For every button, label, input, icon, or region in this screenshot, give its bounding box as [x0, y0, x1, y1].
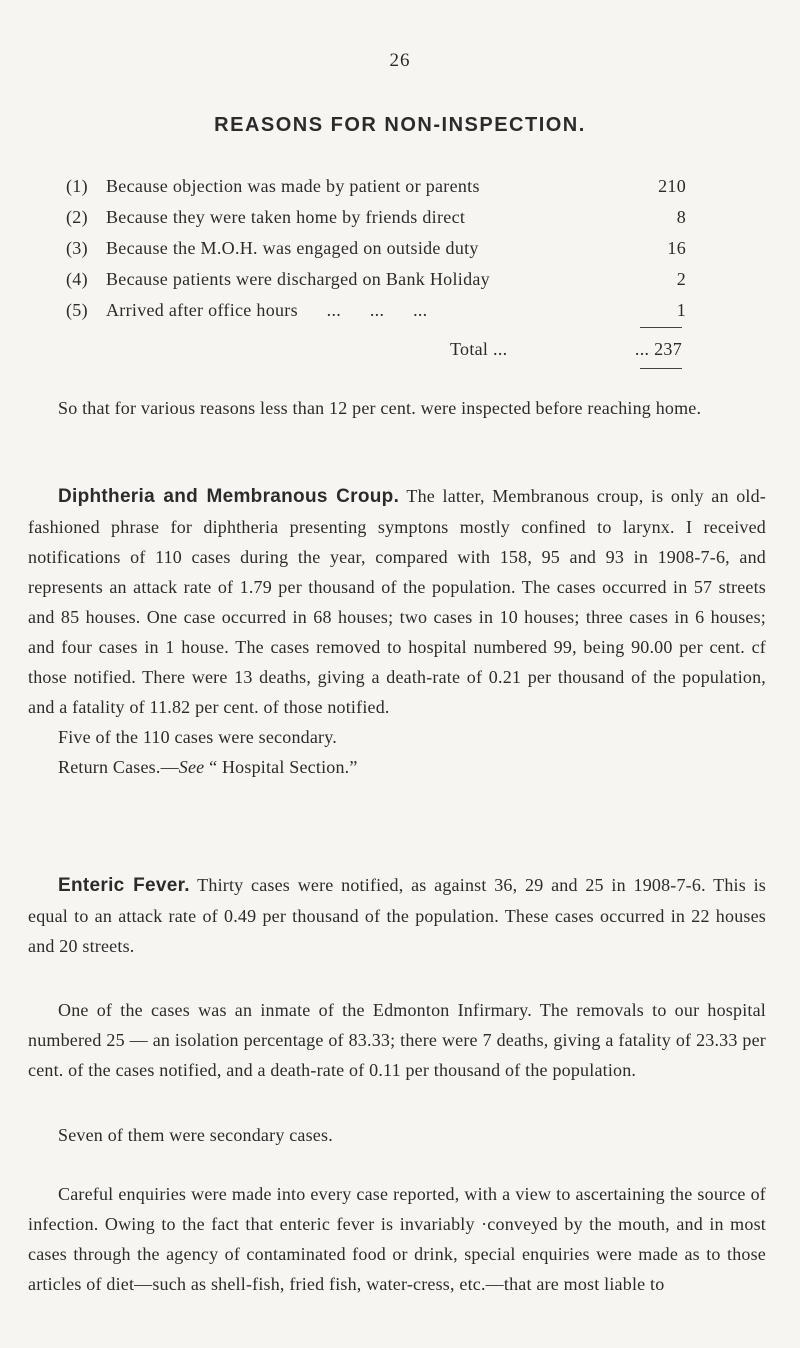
enteric-paragraph: [28, 870, 766, 961]
return-cases-label: Return Cases.—: [58, 757, 179, 777]
reason-item: [66, 264, 686, 295]
enteric-removals-paragraph: One of the cases was an inmate of the Edmonton Infirmary. The removals to our hospital numbered 25 — an isolation percentage of 83.33; there were 7 deaths, giving a fatality of 23.33 per cent. of the cases notified, and a death-rate of 0.11 per thousand of the population.: [28, 1000, 766, 1080]
enteric-secondary: [28, 1120, 766, 1150]
reason-count: 16: [667, 238, 686, 258]
reason-text: Arrived after office hours ... ... ...: [106, 300, 428, 320]
diphtheria-section: [28, 481, 766, 782]
total-row: [450, 339, 682, 360]
reason-item: [66, 202, 686, 233]
enteric-secondary-paragraph: Seven of them were secondary cases.: [58, 1125, 333, 1145]
reason-number: (2): [66, 207, 88, 227]
reasons-list: [66, 171, 686, 326]
total-label: Total ...: [450, 339, 508, 359]
reason-number: (5): [66, 300, 88, 320]
total-rule-top: [640, 327, 682, 328]
summary-block: [28, 393, 766, 423]
enteric-removals: [28, 995, 766, 1085]
diphtheria-paragraph: [28, 481, 766, 722]
reason-text: Because patients were discharged on Bank Holiday: [106, 269, 490, 289]
see-reference: See: [178, 757, 205, 777]
reason-number: (3): [66, 238, 88, 258]
enteric-enquiries: [28, 1179, 766, 1299]
reason-count: 8: [676, 207, 686, 227]
reason-number: (4): [66, 269, 88, 289]
summary-paragraph: So that for various reasons less than 12 per cent. were inspected before reaching home.: [58, 398, 702, 418]
total-rule-bottom: [640, 368, 682, 369]
enteric-enquiries-paragraph: Careful enquiries were made into every case reported, with a view to ascertaining the source of infection. Owing to the fact that enteric fever is invariably ·conveyed by the mouth, and in most cases through the agency of contaminated food or drink, special enquiries were made as to those articles of diet—such as shell-fish, fried fish, water-cress, etc.—that are most liable to: [28, 1184, 766, 1294]
diphtheria-secondary: Five of the 110 cases were secondary.: [58, 727, 337, 747]
reason-count: 2: [676, 269, 686, 289]
diphtheria-heading: Diphtheria and Membranous Croup.: [58, 486, 400, 507]
reason-number: (1): [66, 176, 88, 196]
enteric-section: [28, 870, 766, 961]
reason-item: [66, 171, 686, 202]
reason-item: [66, 295, 686, 326]
reason-text: Because they were taken home by friends direct: [106, 207, 466, 227]
reason-count: 210: [658, 176, 686, 196]
page-number: 26: [389, 50, 411, 71]
reason-count: 1: [676, 300, 686, 320]
enteric-heading: Enteric Fever.: [58, 875, 190, 896]
total-value: ... 237: [634, 339, 682, 359]
hospital-section-reference: “ Hospital Section.”: [204, 757, 358, 777]
reason-text: Because objection was made by patient or parents: [106, 176, 480, 196]
diphtheria-return-cases: [28, 752, 766, 782]
diphtheria-text: The latter, Membranous croup, is only an old-fashioned phrase for diphtheria presenting symptons mostly confined to larynx. I received notifications of 110 cases during the year, compared with 158, 95 and 93 in 1908-7-6, and represents an attack rate of 1.79 per thousand of the population. The cases occurred in 57 streets and 85 houses. One case occurred in 68 houses; two cases in 10 houses; three cases in 6 houses; and four cases in 1 house. The cases removed to hospital numbered 99, being 90.00 per cent. cf those notified. There were 13 deaths, giving a death-rate of 0.21 per thousand of the population, and a fatality of 11.82 per cent. of those notified.: [28, 486, 767, 717]
enteric-text: Thirty cases were notified, as against 36, 29 and 25 in 1908-7-6. This is equal to an attack rate of 0.49 per thousand of the population. These cases occurred in 22 houses and 20 streets.: [28, 875, 767, 956]
reason-item: [66, 233, 686, 264]
section-heading: REASONS FOR NON-INSPECTION.: [214, 114, 586, 136]
reason-text: Because the M.O.H. was engaged on outside duty: [106, 238, 479, 258]
